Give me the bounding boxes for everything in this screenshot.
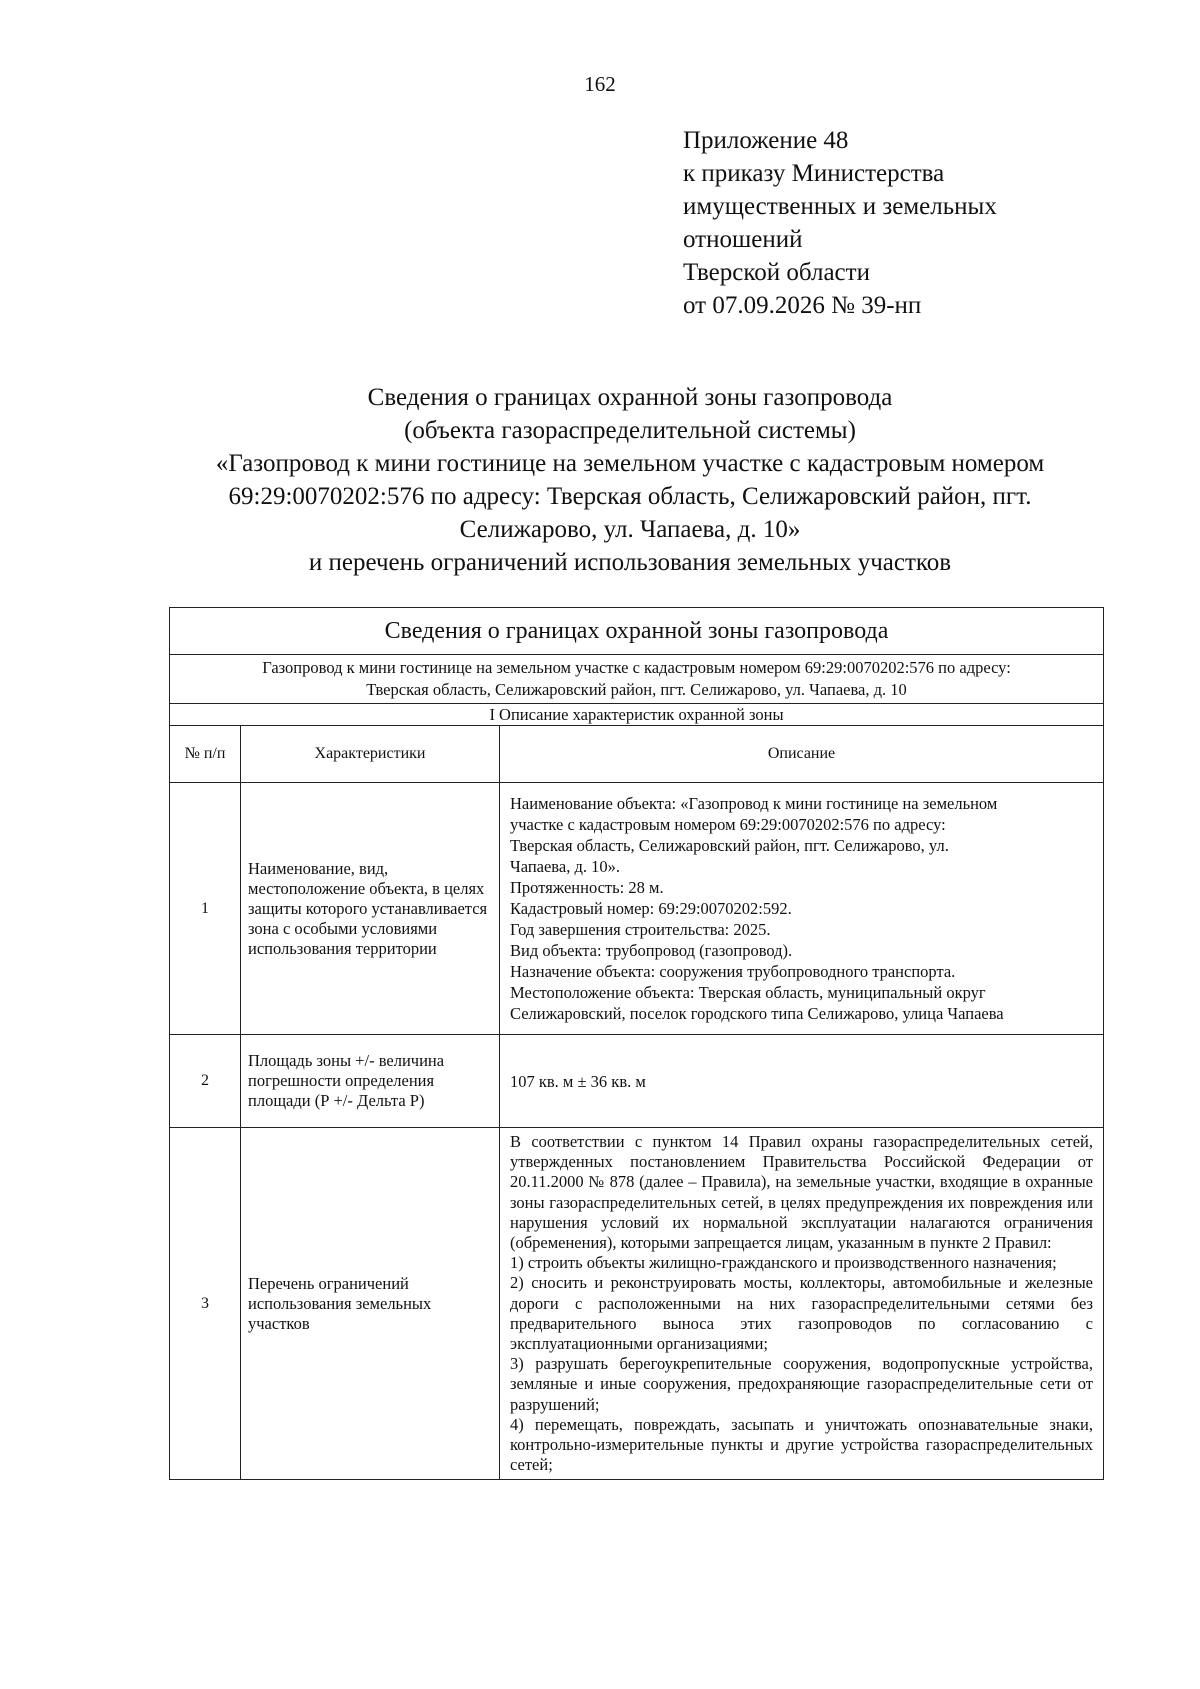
object-line: Газопровод к мини гостинице на земельном участке с кадастровым номером 69:29:0070202:576 по адресу: xyxy=(262,658,1011,677)
description-paragraph: 2) сносить и реконструировать мосты, коллекторы, автомобильные и железные дороги с расположенными на них газораспределительными сетями без предварительного выноса этих газопроводов по согласованию с эксплуатационными организациями; xyxy=(510,1273,1093,1354)
row-characteristics: Перечень ограничений использования земельных участков xyxy=(241,1128,500,1480)
description-line: Наименование объекта: «Газопровод к мини гостинице на земельном xyxy=(510,794,998,813)
appendix-line: к приказу Министерства xyxy=(683,160,945,187)
zone-table xyxy=(169,607,1104,1480)
appendix-block xyxy=(683,124,997,322)
description-paragraph: 3) разрушать берегоукрепительные сооружения, водопропускные устройства, земляные и иные сооружения, предохраняющие газораспределительные сети от разрушений; xyxy=(510,1354,1093,1414)
appendix-line: Тверской области xyxy=(683,259,870,286)
appendix-line: от 07.09.2026 № 39-нп xyxy=(683,292,922,319)
object-line: Тверская область, Селижаровский район, пгт. Селижарово, ул. Чапаева, д. 10 xyxy=(366,680,907,699)
table-row xyxy=(170,1035,1104,1128)
table-section-title: I Описание характеристик охранной зоны xyxy=(170,704,1104,726)
row-number: 2 xyxy=(170,1035,241,1128)
title-line: «Газопровод к мини гостинице на земельном участке с кадастровым номером xyxy=(215,450,1045,477)
table-object-description xyxy=(170,655,1104,704)
column-header-characteristics: Характеристики xyxy=(241,726,500,783)
description-line: Вид объекта: трубопровод (газопровод). xyxy=(510,941,793,960)
description-line: Протяженность: 28 м. xyxy=(510,878,664,897)
row-description xyxy=(500,783,1104,1035)
row-description: 107 кв. м ± 36 кв. м xyxy=(500,1035,1104,1128)
description-line: Кадастровый номер: 69:29:0070202:592. xyxy=(510,899,792,918)
row-number: 3 xyxy=(170,1128,241,1480)
appendix-line: отношений xyxy=(683,226,803,253)
table-row xyxy=(170,783,1104,1035)
description-line: участке с кадастровым номером 69:29:0070202:576 по адресу: xyxy=(510,815,946,834)
row-description xyxy=(500,1128,1104,1480)
description-line: Тверская область, Селижаровский район, пгт. Селижарово, ул. xyxy=(510,836,949,855)
description-paragraph: 1) строить объекты жилищно-гражданского и производственного назначения; xyxy=(510,1253,1057,1273)
page-number: 162 xyxy=(584,72,616,96)
description-line: Год завершения строительства: 2025. xyxy=(510,920,771,939)
description-line: Назначение объекта: сооружения трубопроводного транспорта. xyxy=(510,962,956,981)
title-line: (объекта газораспределительной системы) xyxy=(404,417,856,444)
description-paragraph: 4) перемещать, повреждать, засыпать и уничтожать опознавательные знаки, контрольно-измерительные пункты и другие устройства газораспределительных сетей; xyxy=(510,1414,1093,1475)
title-line: Селижарово, ул. Чапаева, д. 10» xyxy=(459,516,801,543)
description-line: Селижаровский, поселок городского типа Селижарово, улица Чапаева xyxy=(510,1004,1004,1023)
table-header-row xyxy=(170,726,1104,783)
appendix-line: имущественных и земельных xyxy=(683,193,997,220)
title-line: Сведения о границах охранной зоны газопровода xyxy=(367,384,893,411)
description-paragraph: В соответствии с пунктом 14 Правил охраны газораспределительных сетей, утвержденных постановлением Правительства Российской Федерации от 20.11.2000 № 878 (далее – Правила), на земельные участки, входящие в охранные зоны газораспределительных сетей, в целях предупреждения их повреждения или нарушения условий их нормальной эксплуатации налагаются ограничения (обременения), которыми запрещается лицам, указанным в пункте 2 Правил: xyxy=(510,1132,1093,1253)
column-header-description: Описание xyxy=(500,726,1104,783)
row-characteristics: Площадь зоны +/- величина погрешности определения площади (Р +/- Дельта Р) xyxy=(241,1035,500,1128)
row-characteristics: Наименование, вид, местоположение объекта, в целях защиты которого устанавливается зона с особыми условиями использования территории xyxy=(241,783,500,1035)
column-header-number: № п/п xyxy=(170,726,241,783)
title-line: 69:29:0070202:576 по адресу: Тверская область, Селижаровский район, пгт. xyxy=(228,483,1032,510)
appendix-line: Приложение 48 xyxy=(683,127,849,154)
document-title xyxy=(150,381,1110,579)
row-number: 1 xyxy=(170,783,241,1035)
description-line: Чапаева, д. 10». xyxy=(510,857,620,876)
table-row xyxy=(170,1128,1104,1480)
table-heading: Сведения о границах охранной зоны газопровода xyxy=(170,608,1104,655)
description-line: Местоположение объекта: Тверская область, муниципальный округ xyxy=(510,983,986,1002)
title-line: и перечень ограничений использования земельных участков xyxy=(308,549,952,576)
